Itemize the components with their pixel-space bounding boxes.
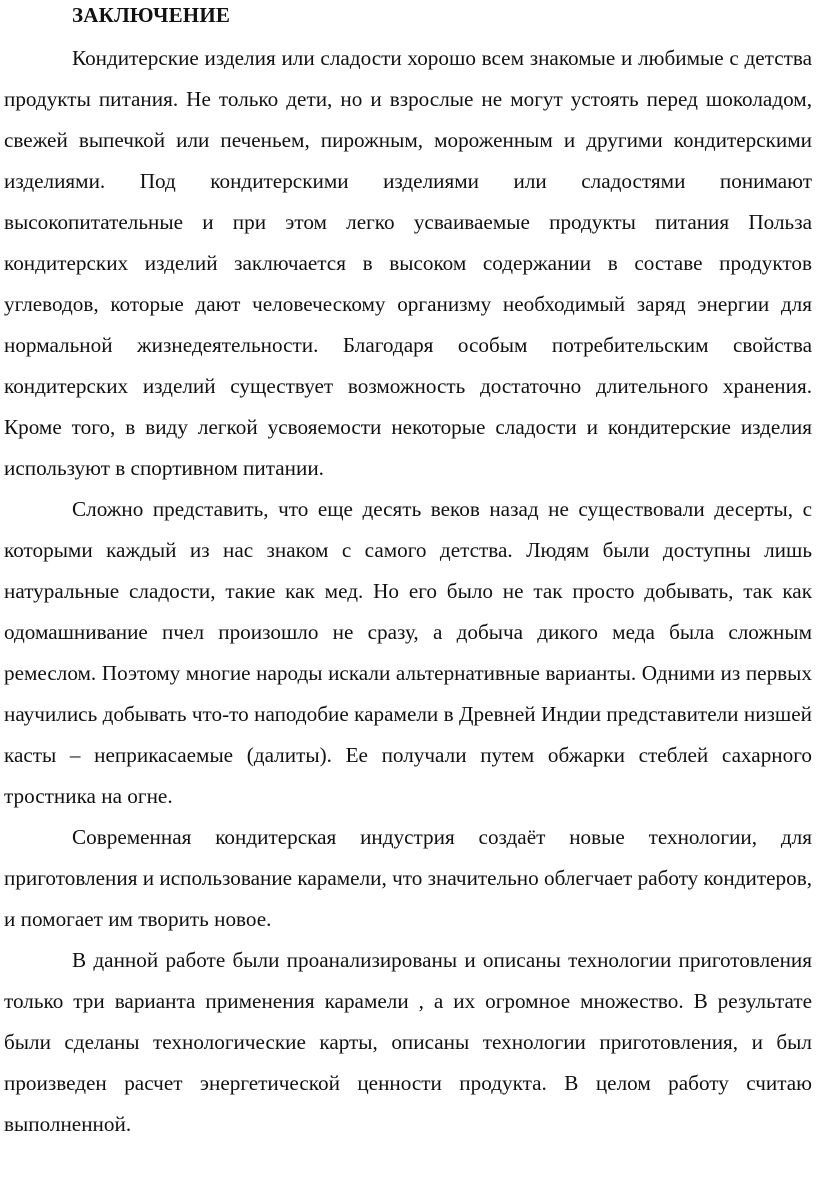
document-body xyxy=(4,38,812,1145)
page-title: ЗАКЛЮЧЕНИЕ xyxy=(72,3,231,27)
paragraph-intro: Кондитерские изделия или сладости хорошо всем знакомые и любимые с детства продукты питания. Не только дети, но и взрослые не могут устоять перед шоколадом, свежей выпечкой или печеньем, пирожным, мороженным и другими кондитерскими изделиями. Под кондитерскими изделиями или сладостями понимают высокопитательные и при этом легко усваиваемые продукты питания Польза кондитерских изделий заключается в высоком содержании в составе продуктов углеводов, которые дают человеческому организму необходимый заряд энергии для нормальной жизнедеятельности. Благодаря особым потребительским свойства кондитерских изделий существует возможность достаточно длительного хранения. Кроме того, в виду легкой усвояемости некоторые сладости и кондитерские изделия используют в спортивном питании. xyxy=(4,46,812,480)
paragraph-conclusion: В данной работе были проанализированы и описаны технологии приготовления только три варианта применения карамели , а их огромное множество. В результате были сделаны технологические карты, описаны технологии приготовления, и был произведен расчет энергетической ценности продукта. В целом работу считаю выполненной. xyxy=(4,948,812,1136)
paragraph-modern-industry: Современная кондитерская индустрия создаёт новые технологии, для приготовления и использование карамели, что значительно облегчает работу кондитеров, и помогает им творить новое. xyxy=(4,825,812,931)
paragraph-history: Сложно представить, что еще десять веков назад не существовали десерты, с которыми каждый из нас знаком с самого детства. Людям были доступны лишь натуральные сладости, такие как мед. Но его было не так просто добывать, так как одомашнивание пчел произошло не сразу, а добыча дикого меда была сложным ремеслом. Поэтому многие народы искали альтернативные варианты. Одними из первых научились добывать что-то наподобие карамели в Древней Индии представители низшей касты – неприкасаемые (далиты). Ее получали путем обжарки стеблей сахарного тростника на огне. xyxy=(4,497,812,808)
